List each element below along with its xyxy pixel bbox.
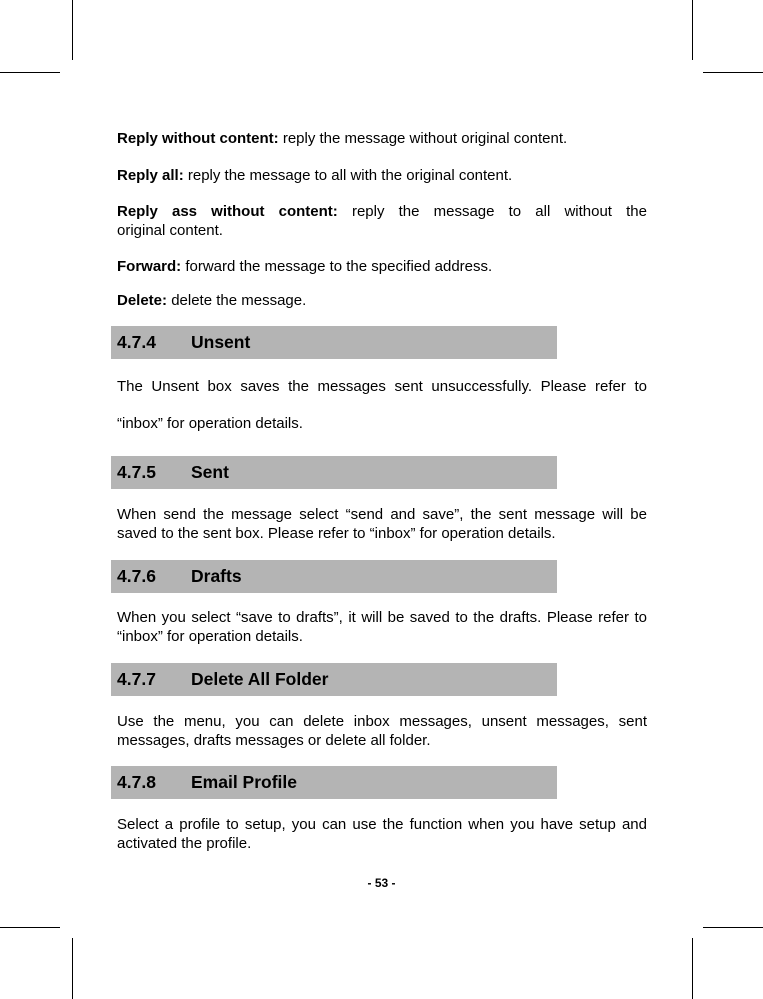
section-number: 4.7.5 (117, 462, 156, 482)
option-reply-ass-without-content (117, 202, 647, 240)
section-number: 4.7.7 (117, 669, 156, 689)
section-title: Email Profile (191, 772, 298, 792)
section-heading-drafts (111, 560, 557, 593)
option-reply-without-content (117, 129, 647, 148)
crop-mark (72, 0, 73, 60)
crop-mark (692, 938, 693, 999)
option-desc: reply the message without original content. (278, 130, 568, 147)
section-body-unsent: The Unsent box saves the messages sent unsuccessfully. Please refer to “inbox” for operation details. (117, 378, 647, 432)
option-line (117, 202, 647, 221)
option-delete (117, 291, 647, 310)
section-title: Unsent (191, 332, 251, 352)
option-reply-all (117, 166, 647, 185)
section-title: Delete All Folder (191, 669, 329, 689)
option-desc: original content. (117, 222, 223, 239)
option-forward (117, 257, 647, 276)
section-body-delete-all-folder: Use the menu, you can delete inbox messages, unsent messages, sent messages, drafts messages or delete all folder. (117, 713, 647, 749)
crop-mark (0, 72, 60, 73)
option-desc: reply the message to all without the (351, 203, 647, 220)
crop-mark (0, 927, 60, 928)
option-desc: forward the message to the specified address. (181, 258, 493, 275)
section-number: 4.7.4 (117, 332, 156, 352)
crop-mark (72, 938, 73, 999)
section-body-email-profile: Select a profile to setup, you can use the function when you have setup and activated the profile. (117, 816, 647, 852)
page-number: - 53 - (367, 876, 396, 890)
section-title: Sent (191, 462, 229, 482)
option-term: Reply all: (117, 167, 184, 184)
section-title: Drafts (191, 566, 242, 586)
section-number: 4.7.8 (117, 772, 156, 792)
option-desc: reply the message to all with the original content. (183, 167, 513, 184)
section-body-sent: When send the message select “send and save”, the sent message will be saved to the sent box. Please refer to “inbox” for operation details. (117, 506, 647, 542)
section-heading-delete-all-folder (111, 663, 557, 696)
option-term: Reply ass without content: (117, 203, 338, 220)
option-term: Reply without content: (117, 130, 279, 147)
crop-mark (703, 927, 763, 928)
section-heading-email-profile (111, 766, 557, 799)
section-heading-sent (111, 456, 557, 489)
crop-mark (703, 72, 763, 73)
section-heading-unsent (111, 326, 557, 359)
section-number: 4.7.6 (117, 566, 156, 586)
section-body-drafts: When you select “save to drafts”, it will be saved to the drafts. Please refer to “inbox” for operation details. (117, 609, 647, 645)
option-term: Forward: (117, 258, 182, 275)
crop-mark (692, 0, 693, 60)
option-term: Delete: (117, 292, 168, 309)
option-desc: delete the message. (167, 292, 307, 309)
